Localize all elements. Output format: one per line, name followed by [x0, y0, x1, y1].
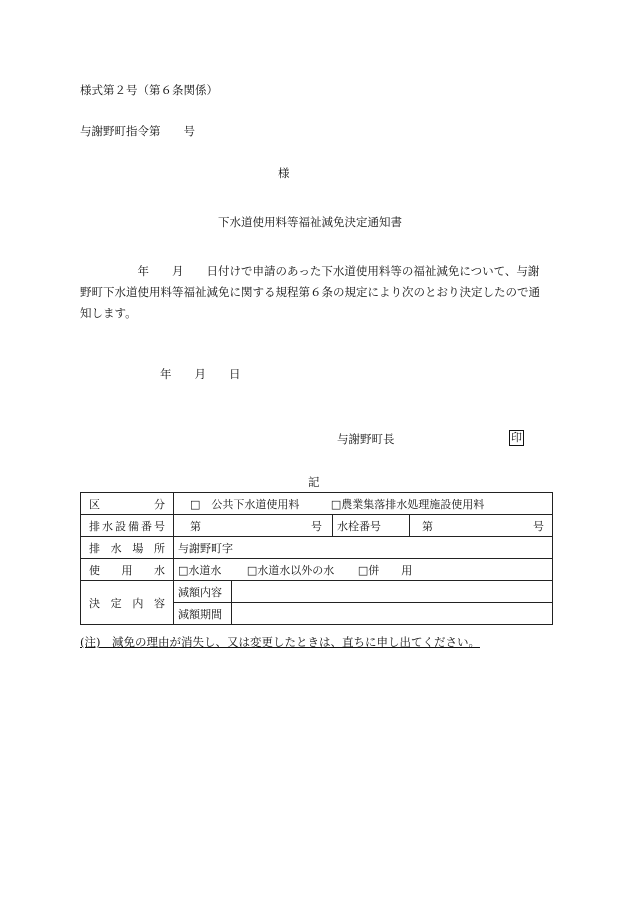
kubun-option-rural[interactable]: □農業集落排水処理施設使用料	[330, 497, 485, 511]
kubun-label: 区分	[81, 493, 174, 515]
body-paragraph: 年 月 日付けで申請のあった下水道使用料等の福祉減免について、与謝野町下水道使用料等福祉減免に関する規程第６条の規定により次のとおり決定したので通知します。	[80, 264, 540, 320]
suisen-go: 号	[533, 519, 544, 533]
shiyou-option-tap[interactable]: □水道水	[178, 563, 222, 577]
table-row	[81, 537, 553, 559]
section-mark: 記	[308, 475, 320, 489]
shiyou-options	[174, 559, 553, 581]
seal-icon: 印	[511, 431, 522, 444]
document-title: 下水道使用料等福祉減免決定通知書	[218, 215, 402, 229]
suisen-dai: 第	[422, 519, 433, 533]
shiyou-option-other[interactable]: □水道水以外の水	[246, 563, 335, 577]
table-row	[81, 559, 553, 581]
suisen-number-field[interactable]	[410, 515, 553, 537]
kubun-option-public[interactable]: □ 公共下水道使用料	[190, 497, 300, 511]
kubun-options	[174, 493, 553, 515]
decision-table	[80, 492, 553, 625]
haisui-go: 号	[311, 519, 322, 533]
form-number: 様式第２号（第６条関係）	[80, 83, 218, 97]
kettei-label: 決定内容	[81, 581, 174, 625]
issue-date: 年 月 日	[160, 367, 241, 381]
table-row	[81, 515, 553, 537]
haisui-label: 排水設備番号	[81, 515, 174, 537]
shiyou-option-both[interactable]: □併 用	[357, 563, 413, 577]
basho-label: 排水場所	[81, 537, 174, 559]
haisui-dai: 第	[190, 519, 201, 533]
seal-mark	[509, 430, 524, 446]
gengaku-kikan-label: 減額期間	[174, 603, 232, 625]
issuer-name: 与謝野町長	[337, 432, 395, 446]
haisui-number-field[interactable]	[174, 515, 333, 537]
table-row	[81, 581, 553, 603]
gengaku-naiyou-field[interactable]	[232, 581, 553, 603]
addressee-suffix: 様	[278, 166, 290, 180]
document-number: 与謝野町指令第 号	[80, 124, 195, 138]
shiyou-label: 使用水	[81, 559, 174, 581]
basho-field[interactable]: 与謝野町字	[174, 537, 553, 559]
table-row	[81, 493, 553, 515]
gengaku-kikan-field[interactable]	[232, 603, 553, 625]
footer-note: (注) 減免の理由が消失し、又は変更したときは、直ちに申し出てください。	[80, 635, 480, 649]
gengaku-naiyou-label: 減額内容	[174, 581, 232, 603]
suisen-label: 水栓番号	[333, 515, 410, 537]
